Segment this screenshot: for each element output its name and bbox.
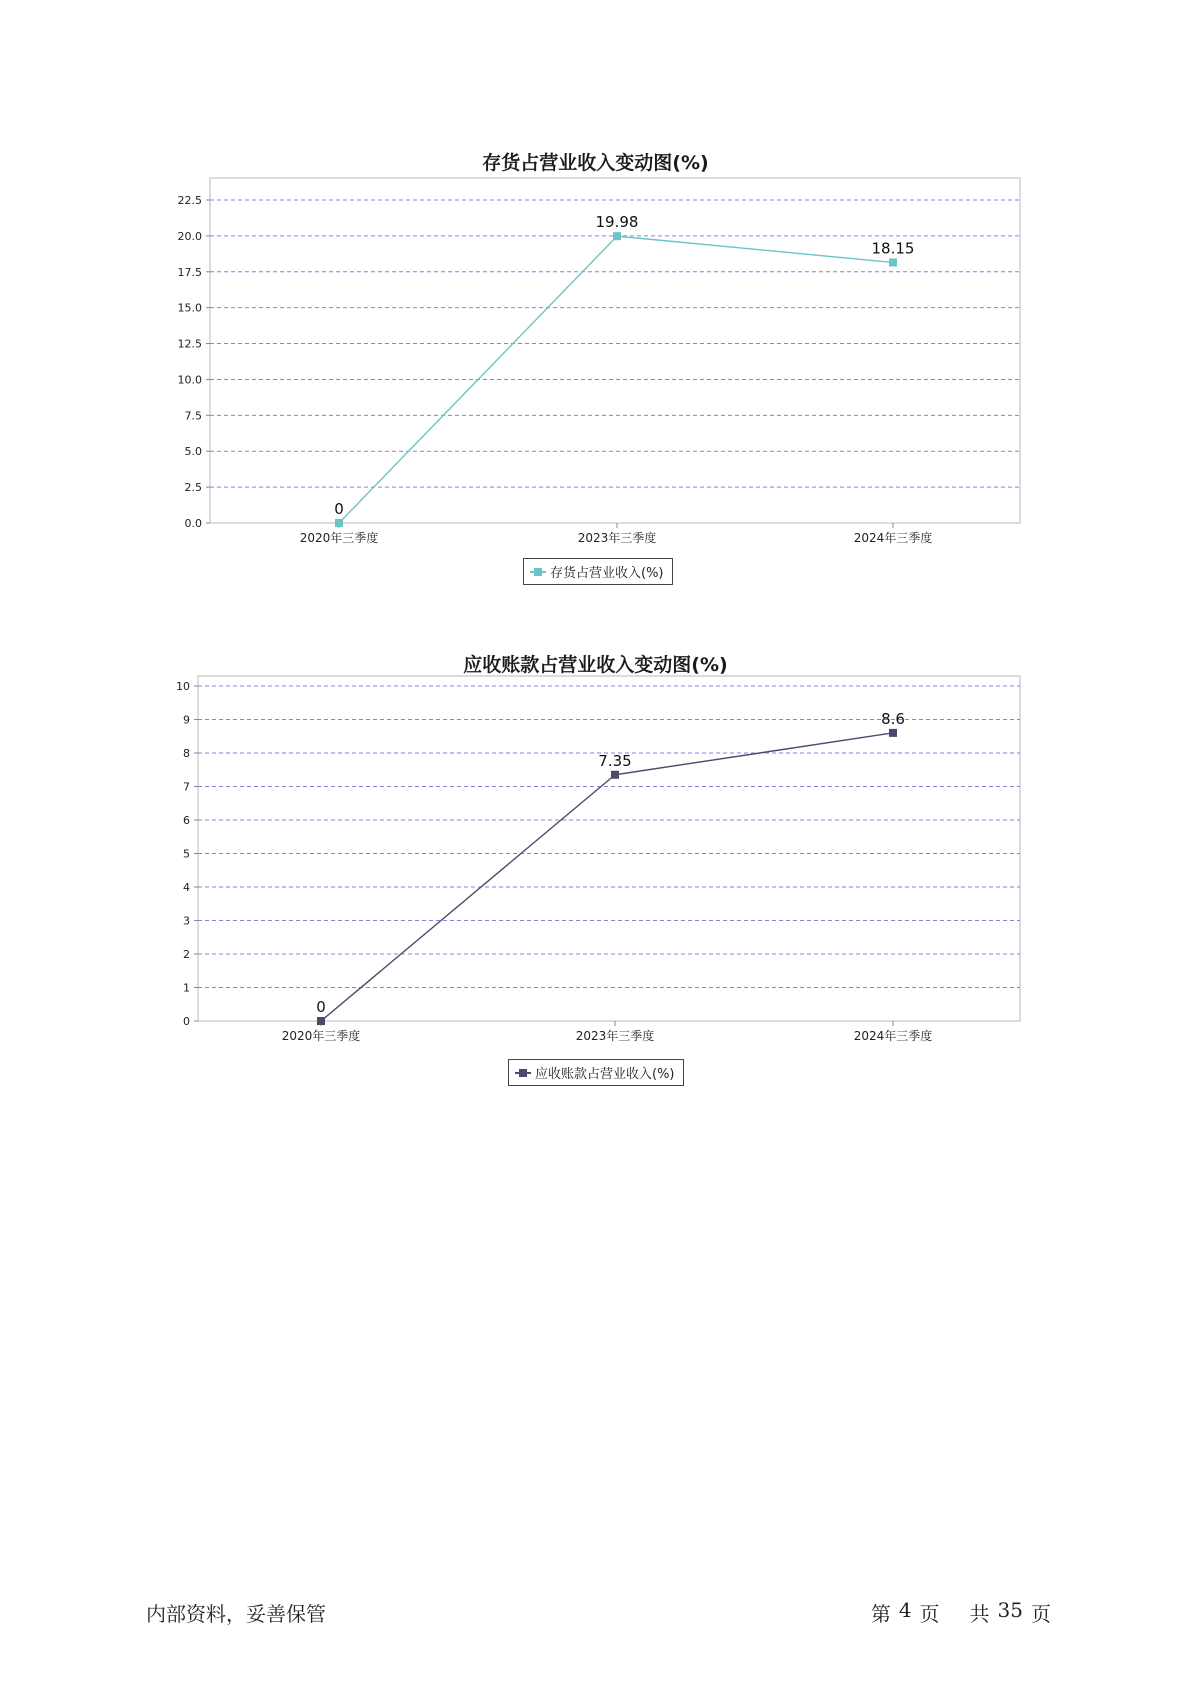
data-point (889, 729, 897, 737)
chart-title: 存货占营业收入变动图(%) (482, 152, 709, 174)
y-tick-label: 12.5 (177, 337, 202, 351)
y-tick-label: 9 (183, 713, 190, 727)
y-tick-label: 8 (183, 747, 190, 760)
data-label: 0 (334, 500, 344, 518)
y-tick-label: 20.0 (177, 229, 202, 243)
x-tick-label: 2024年三季度 (853, 1029, 933, 1043)
legend-marker-icon (515, 1072, 531, 1074)
x-tick-label: 2020年三季度 (299, 531, 379, 545)
data-label: 7.35 (598, 751, 632, 770)
y-tick-label: 4 (183, 881, 190, 894)
footer-confidential-note: 内部资料，妥善保管 (146, 1602, 326, 1626)
y-tick-label: 0 (183, 1015, 190, 1028)
y-tick-label: 22.5 (177, 194, 202, 207)
y-tick-label: 2 (183, 948, 190, 961)
x-tick-label: 2020年三季度 (281, 1029, 361, 1043)
y-tick-label: 6 (183, 814, 190, 827)
data-label: 18.15 (871, 239, 915, 258)
legend-label: 应收账款占营业收入(%) (535, 1067, 675, 1082)
data-label: 8.6 (881, 709, 905, 728)
y-tick-label: 0.0 (184, 517, 202, 530)
y-tick-label: 15.0 (177, 301, 202, 315)
chart-legend (508, 1059, 684, 1086)
page-unit: 页 (919, 1602, 940, 1626)
y-tick-label: 7.5 (184, 409, 202, 423)
data-point (317, 1017, 325, 1025)
total-pages: 35 (997, 1598, 1023, 1622)
y-tick-label: 7 (183, 780, 190, 794)
y-tick-label: 5 (183, 847, 190, 861)
y-tick-label: 5.0 (184, 445, 202, 459)
x-tick-label: 2023年三季度 (575, 1029, 655, 1043)
y-tick-label: 3 (183, 914, 190, 928)
y-tick-label: 2.5 (184, 481, 202, 495)
series-line (321, 733, 893, 1021)
y-tick-label: 1 (183, 981, 190, 995)
page-prefix: 第 (870, 1602, 891, 1626)
data-label: 0 (316, 998, 326, 1016)
y-tick-label: 10 (176, 680, 190, 693)
legend-label: 存货占营业收入(%) (550, 566, 664, 581)
page-number: 4 (898, 1598, 912, 1622)
chart-title: 应收账款占营业收入变动图(%) (463, 654, 728, 676)
total-prefix: 共 (969, 1602, 990, 1626)
y-tick-label: 10.0 (177, 373, 202, 387)
data-point (611, 771, 619, 779)
x-tick-label: 2024年三季度 (853, 531, 933, 545)
x-tick-label: 2023年三季度 (577, 531, 657, 545)
y-tick-label: 17.5 (177, 265, 202, 279)
data-label: 19.98 (595, 213, 639, 232)
total-unit: 页 (1031, 1602, 1051, 1626)
footer-page-info (871, 1598, 1051, 1627)
